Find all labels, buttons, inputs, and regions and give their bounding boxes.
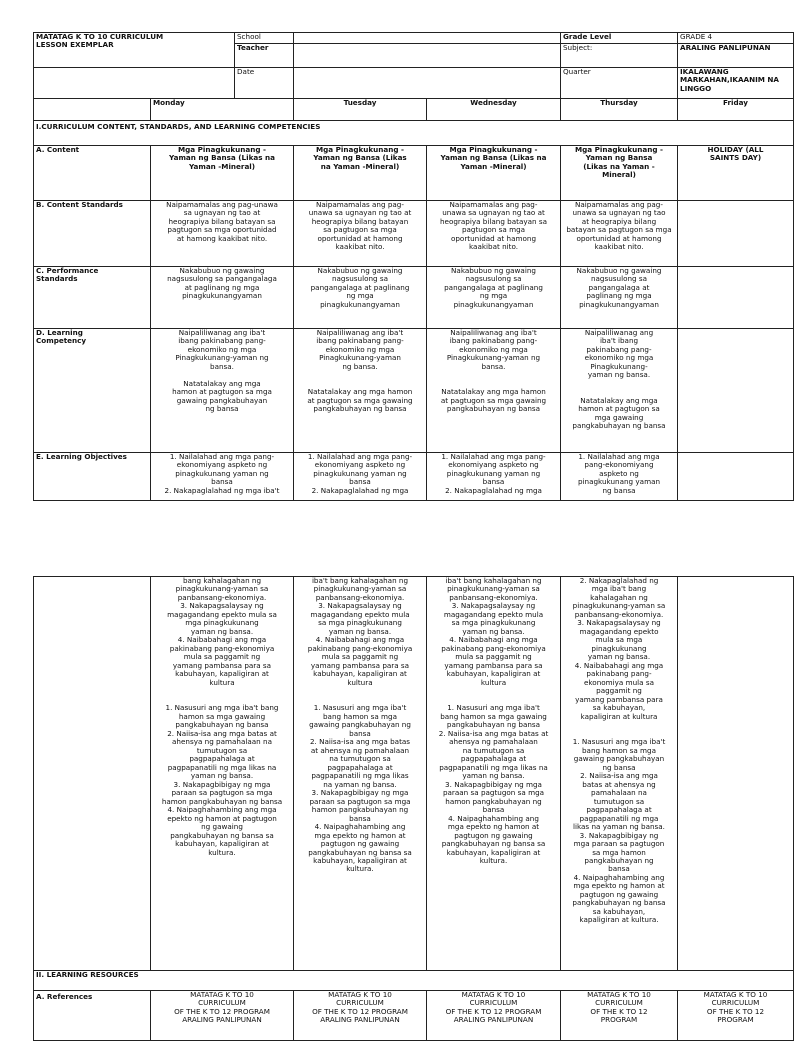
competency-thursday: Naipaliliwanag ang iba't ibang pakinabang pang- ekonomiko ng mga Pinagkukunang- yaman ng bansa. Natatalakay ang mga hamon at pagtugon sa mga gawaing pangkabuhayan ng bansa <box>561 329 678 453</box>
date-label: Date <box>235 68 294 99</box>
competency-tuesday: Naipaliliwanag ang iba't ibang pakinabang pang- ekonomiko ng mga Pinagkukunang-yaman ng bansa. Natatalakay ang mga hamon at pagtugon sa mga gawaing pangkabuhayan ng bansa <box>294 329 427 453</box>
row-label-objectives: E. Learning Objectives <box>34 453 151 501</box>
objectives-cont-thursday: 2. Nakapaglalahad ng mga iba't bang kahalagahan ng pinagkukunang-yaman sa panbansang-ekonomiya. 3. Nakapagsalaysay ng magagandang epekto mula sa mga pinagkukunang yaman ng bansa. 4. Naibabahagi ang mga pakinabang pang- ekonomiya mula sa paggamit ng yamang pambansa para sa kabuhayan, kapaligiran at kultura 1. Nasusuri ang mga iba't bang hamon sa mga gawaing pangkabuhayan ng bansa 2. Naiisa-isa ang mga batas at ahensya ng pamahalaan na tumutugon sa pagpapahalaga at pagpapanatili ng mga likas na yaman ng bansa. 3. Nakapagbibigay ng mga paraan sa pagtugon sa mga hamon pangkabuhayan ng bansa 4. Naipaghahambing ang mga epekto ng hamon at pagtugon ng gawaing pangkabuhayan ng bansa sa kabuhayan, kapaligiran at kultura. <box>561 577 678 971</box>
teacher-field[interactable] <box>294 44 561 68</box>
exemplar-title: MATATAG K TO 10 CURRICULUM LESSON EXEMPLAR <box>34 33 235 68</box>
row-label-content: A. Content <box>34 146 151 201</box>
objectives-cont-wednesday: iba't bang kahalagahan ng pinagkukunang-yaman sa panbansang-ekonomiya. 3. Nakapagsalaysay ng magagandang epekto mula sa mga pinagkukunang yaman ng bansa. 4. Naibabahagi ang mga pakinabang pang-ekonomiya mula sa paggamit ng yamang pambansa para sa kabuhayan, kapaligiran at kultura 1. Nasusuri ang mga iba't bang hamon sa mga gawaing pangkabuhayan ng bansa 2. Naiisa-isa ang mga batas at ahensya ng pamahalaan na tumutugon sa pagpapahalaga at pagpapanatili ng mga likas na yaman ng bansa. 3. Nakapagbibigay ng mga paraan sa pagtugon sa mga hamon pangkabuhayan ng bansa 4. Naipaghahambing ang mga epekto ng hamon at pagtugon ng gawaing pangkabuhayan ng bansa sa kabuhayan, kapaligiran at kultura. <box>427 577 561 971</box>
performance-standards-friday <box>678 267 794 329</box>
competency-monday: Naipaliliwanag ang iba't ibang pakinabang pang- ekonomiko ng mga Pinagkukunang-yaman ng bansa. Natatalakay ang mga hamon at pagtugon sa mga gawaing pangkabuhayan ng bansa <box>151 329 294 453</box>
objectives-thursday: 1. Nailalahad ang mga pang-ekonomiyang aspketo ng pinagkukunang yaman ng bansa <box>561 453 678 501</box>
performance-standards-tuesday: Nakabubuo ng gawaing nagsusulong sa pangangalaga at paglinang ng mga pinagkukunangyaman <box>294 267 427 329</box>
school-field[interactable] <box>294 33 561 44</box>
section-curriculum: I.CURRICULUM CONTENT, STANDARDS, AND LEARNING COMPETENCIES <box>34 121 794 146</box>
references-monday: MATATAG K TO 10 CURRICULUM OF THE K TO 12 PROGRAM ARALING PANLIPUNAN <box>151 991 294 1041</box>
day-thursday: Thursday <box>561 99 678 121</box>
references-wednesday: MATATAG K TO 10 CURRICULUM OF THE K TO 12 PROGRAM ARALING PANLIPUNAN <box>427 991 561 1041</box>
content-friday: HOLIDAY (ALL SAINTS DAY) <box>678 146 794 201</box>
references-friday: MATATAG K TO 10 CURRICULUM OF THE K TO 12 PROGRAM <box>678 991 794 1041</box>
teacher-label: Teacher <box>235 44 294 68</box>
row-label-content-standards: B. Content Standards <box>34 201 151 267</box>
row-label-references: A. References <box>34 991 151 1041</box>
content-standards-tuesday: Naipamamalas ang pag- unawa sa ugnayan ng tao at heograpiya bilang batayan sa pagtugon sa mga oportunidad at hamong kaakibat nito. <box>294 201 427 267</box>
content-standards-friday <box>678 201 794 267</box>
references-tuesday: MATATAG K TO 10 CURRICULUM OF THE K TO 12 PROGRAM ARALING PANLIPUNAN <box>294 991 427 1041</box>
objectives-monday: 1. Nailalahad ang mga pang- ekonomiyang aspketo ng pinagkukunang yaman ng bansa 2. Nakapaglalahad ng mga iba't <box>151 453 294 501</box>
competency-friday <box>678 329 794 453</box>
objectives-wednesday: 1. Nailalahad ang mga pang- ekonomiyang aspketo ng pinagkukunang yaman ng bansa 2. Nakapaglalahad ng mga <box>427 453 561 501</box>
day-friday: Friday <box>678 99 794 121</box>
lesson-exemplar-page-1 <box>33 32 779 506</box>
lesson-plan-table <box>33 32 794 501</box>
objectives-cont-monday: bang kahalagahan ng pinagkukunang-yaman sa panbansang-ekonomiya. 3. Nakapagsalaysay ng magagandang epekto mula sa mga pinagkukunang yaman ng bansa. 4. Naibabahagi ang mga pakinabang pang-ekonomiya mula sa paggamit ng yamang pambansa para sa kabuhayan, kapaligiran at kultura 1. Nasusuri ang mga iba't bang hamon sa mga gawaing pangkabuhayan ng bansa 2. Naiisa-isa ang mga batas at ahensya ng pamahalaan na tumutugon sa pagpapahalaga at pagpapanatili ng mga likas na yaman ng bansa. 3. Nakapagbibigay ng mga paraan sa pagtugon sa mga hamon pangkabuhayan ng bansa 4. Naipaghahambing ang mga epekto ng hamon at pagtugon ng gawaing pangkabuhayan ng bansa sa kabuhayan, kapaligiran at kultura. <box>151 577 294 971</box>
grade-level-value: GRADE 4 <box>678 33 794 44</box>
day-wednesday: Wednesday <box>427 99 561 121</box>
objectives-cont-friday <box>678 577 794 971</box>
content-standards-thursday: Naipamamalas ang pag- unawa sa ugnayan ng tao at heograpiya bilang batayan sa pagtugon sa mga oportunidad at hamong kaakibat nito. <box>561 201 678 267</box>
content-standards-monday: Naipamamalas ang pag-unawa sa ugnayan ng tao at heograpiya bilang batayan sa pagtugon sa mga oportunidad at hamong kaakibat nito. <box>151 201 294 267</box>
performance-standards-wednesday: Nakabubuo ng gawaing nagsusulong sa pangangalaga at paglinang ng mga pinagkukunangyaman <box>427 267 561 329</box>
school-label: School <box>235 33 294 44</box>
performance-standards-monday: Nakabubuo ng gawaing nagsusulong sa pangangalaga at paglinang ng mga pinagkukunangyaman <box>151 267 294 329</box>
row-label-competency: D. Learning Competency <box>34 329 151 453</box>
objectives-tuesday: 1. Nailalahad ang mga pang- ekonomiyang aspketo ng pinagkukunang yaman ng bansa 2. Nakapaglalahad ng mga <box>294 453 427 501</box>
subject-label: Subject: <box>561 44 678 68</box>
quarter-label: Quarter <box>561 68 678 99</box>
row-label-performance-standards: C. Performance Standards <box>34 267 151 329</box>
subject-value: ARALING PANLIPUNAN <box>678 44 794 68</box>
day-monday: Monday <box>151 99 294 121</box>
day-tuesday: Tuesday <box>294 99 427 121</box>
grade-level-label: Grade Level <box>561 33 678 44</box>
performance-standards-thursday: Nakabubuo ng gawaing nagsusulong sa pangangalaga at paglinang ng mga pinagkukunangyaman <box>561 267 678 329</box>
quarter-value: IKALAWANG MARKAHAN,IKAANIM NA LINGGO <box>678 68 794 99</box>
content-monday: Mga Pinagkukunang - Yaman ng Bansa (Likas na Yaman -Mineral) <box>151 146 294 201</box>
content-wednesday: Mga Pinagkukunang - Yaman ng Bansa (Likas na Yaman -Mineral) <box>427 146 561 201</box>
lesson-plan-table-continued <box>33 576 794 1041</box>
objectives-cont-tuesday: iba't bang kahalagahan ng pinagkukunang-yaman sa panbansang-ekonomiya. 3. Nakapagsalaysay ng magagandang epekto mula sa mga pinagkukunang yaman ng bansa. 4. Naibabahagi ang mga pakinabang pang-ekonomiya mula sa paggamit ng yamang pambansa para sa kabuhayan, kapaligiran at kultura 1. Nasusuri ang mga iba't bang hamon sa mga gawaing pangkabuhayan ng bansa 2. Naiisa-isa ang mga batas at ahensya ng pamahalaan na tumutugon sa pagpapahalaga at pagpapanatili ng mga likas na yaman ng bansa. 3. Nakapagbibigay ng mga paraan sa pagtugon sa mga hamon pangkabuhayan ng bansa 4. Naipaghahambing ang mga epekto ng hamon at pagtugon ng gawaing pangkabuhayan ng bansa sa kabuhayan, kapaligiran at kultura. <box>294 577 427 971</box>
section-resources: II. LEARNING RESOURCES <box>34 971 794 991</box>
content-standards-wednesday: Naipamamalas ang pag- unawa sa ugnayan ng tao at heograpiya bilang batayan sa pagtugon sa mga oportunidad at hamong kaakibat nito. <box>427 201 561 267</box>
competency-wednesday: Naipaliliwanag ang iba't ibang pakinabang pang- ekonomiko ng mga Pinagkukunang-yaman ng bansa. Natatalakay ang mga hamon at pagtugon sa mga gawaing pangkabuhayan ng bansa <box>427 329 561 453</box>
date-field[interactable] <box>294 68 561 99</box>
lesson-exemplar-page-2 <box>33 576 768 1024</box>
objectives-friday <box>678 453 794 501</box>
references-thursday: MATATAG K TO 10 CURRICULUM OF THE K TO 12 PROGRAM <box>561 991 678 1041</box>
content-tuesday: Mga Pinagkukunang - Yaman ng Bansa (Likas na Yaman -Mineral) <box>294 146 427 201</box>
content-thursday: Mga Pinagkukunang - Yaman ng Bansa (Likas na Yaman - Mineral) <box>561 146 678 201</box>
